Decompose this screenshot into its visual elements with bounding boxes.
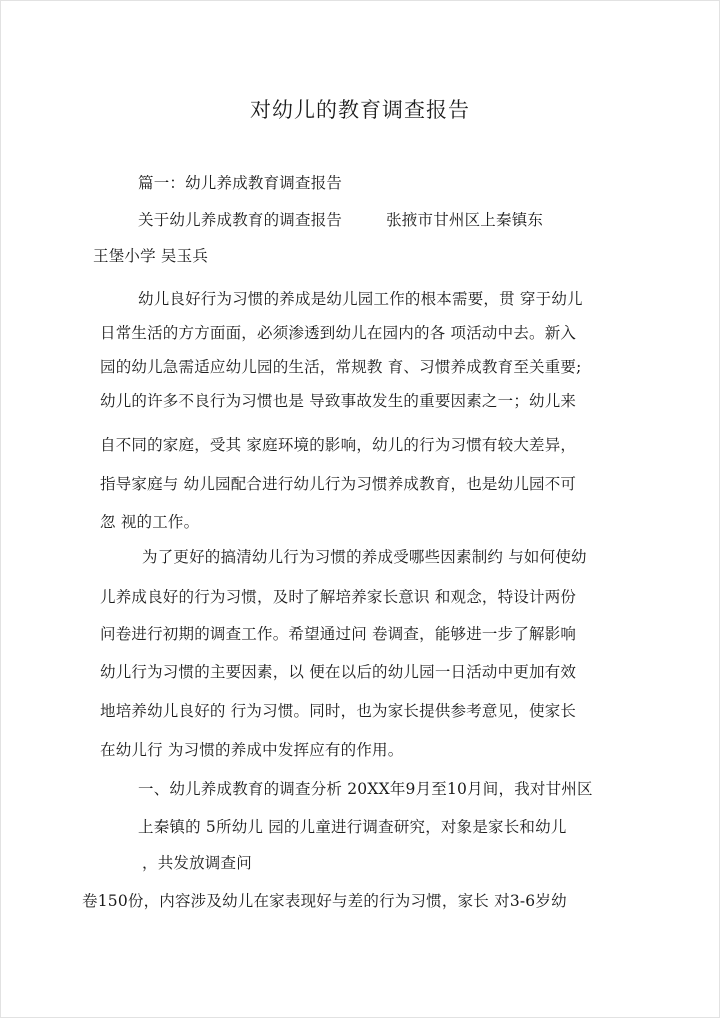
report-name: 关于幼儿养成教育的调查报告 [138,211,343,229]
school-part1: 张掖市甘州区上秦镇东 [386,211,544,229]
document-title: 对幼儿的教育调查报告 [250,98,470,122]
paragraph2-line: 在幼儿行 为习惯的养成中发挥应有的作用。 [100,741,404,759]
paragraph1-line: 忽 视的工作。 [100,513,200,531]
byline-line [0,210,720,230]
school-part2: 王堡小学 吴玉兵 [93,247,209,265]
paragraph2-line: 问卷进行初期的调查工作。希望通过问 卷调查，能够进一步了解影响 [100,625,577,643]
paragraph1-line: 园的幼儿急需适应幼儿园的生活，常规教 育、习惯养成教育至关重要; [100,358,582,376]
paragraph2-line: 幼儿行为习惯的主要因素，以 便在以后的幼儿园一日活动中更加有效 [100,663,577,681]
paragraph3-line: 卷150份，内容涉及幼儿在家表现好与差的行为习惯，家长 对3-6岁幼 [82,892,567,910]
paragraph1-line: 日常生活的方方面面，必须渗透到幼儿在园内的各 项活动中去。新入 [100,324,577,342]
section-heading: 篇一：幼儿养成教育调查报告 [138,174,343,192]
paragraph2-line: 地培养幼儿良好的 行为习惯。同时，也为家长提供参考意见，使家长 [100,702,577,720]
paragraph2-line: 为了更好的搞清幼儿行为习惯的养成受哪些因素制约 与如何使幼 [142,548,587,566]
paragraph1-line: 指导家庭与 幼儿园配合进行幼儿行为习惯养成教育，也是幼儿园不可 [100,475,577,493]
paragraph2-line: 儿养成良好的行为习惯，及时了解培养家长意识 和观念，特设计两份 [100,588,577,606]
paragraph1-line: 幼儿良好行为习惯的养成是幼儿园工作的根本需要，贯 穿于幼儿 [138,290,583,308]
paragraph3-line: ，共发放调查问 [142,854,252,872]
paragraph1-line: 自不同的家庭，受其 家庭环境的影响，幼儿的行为习惯有较大差异， [100,436,577,454]
paragraph3-line: 上秦镇的 5所幼儿 园的儿童进行调查研究，对象是家长和幼儿 [138,818,567,836]
paragraph3-line: 一、幼儿养成教育的调查分析 20XX年9月至10月间，我对甘州区 [138,780,593,798]
paragraph1-line: 幼儿的许多不良行为习惯也是 导致事故发生的重要因素之一；幼儿来 [100,392,577,410]
